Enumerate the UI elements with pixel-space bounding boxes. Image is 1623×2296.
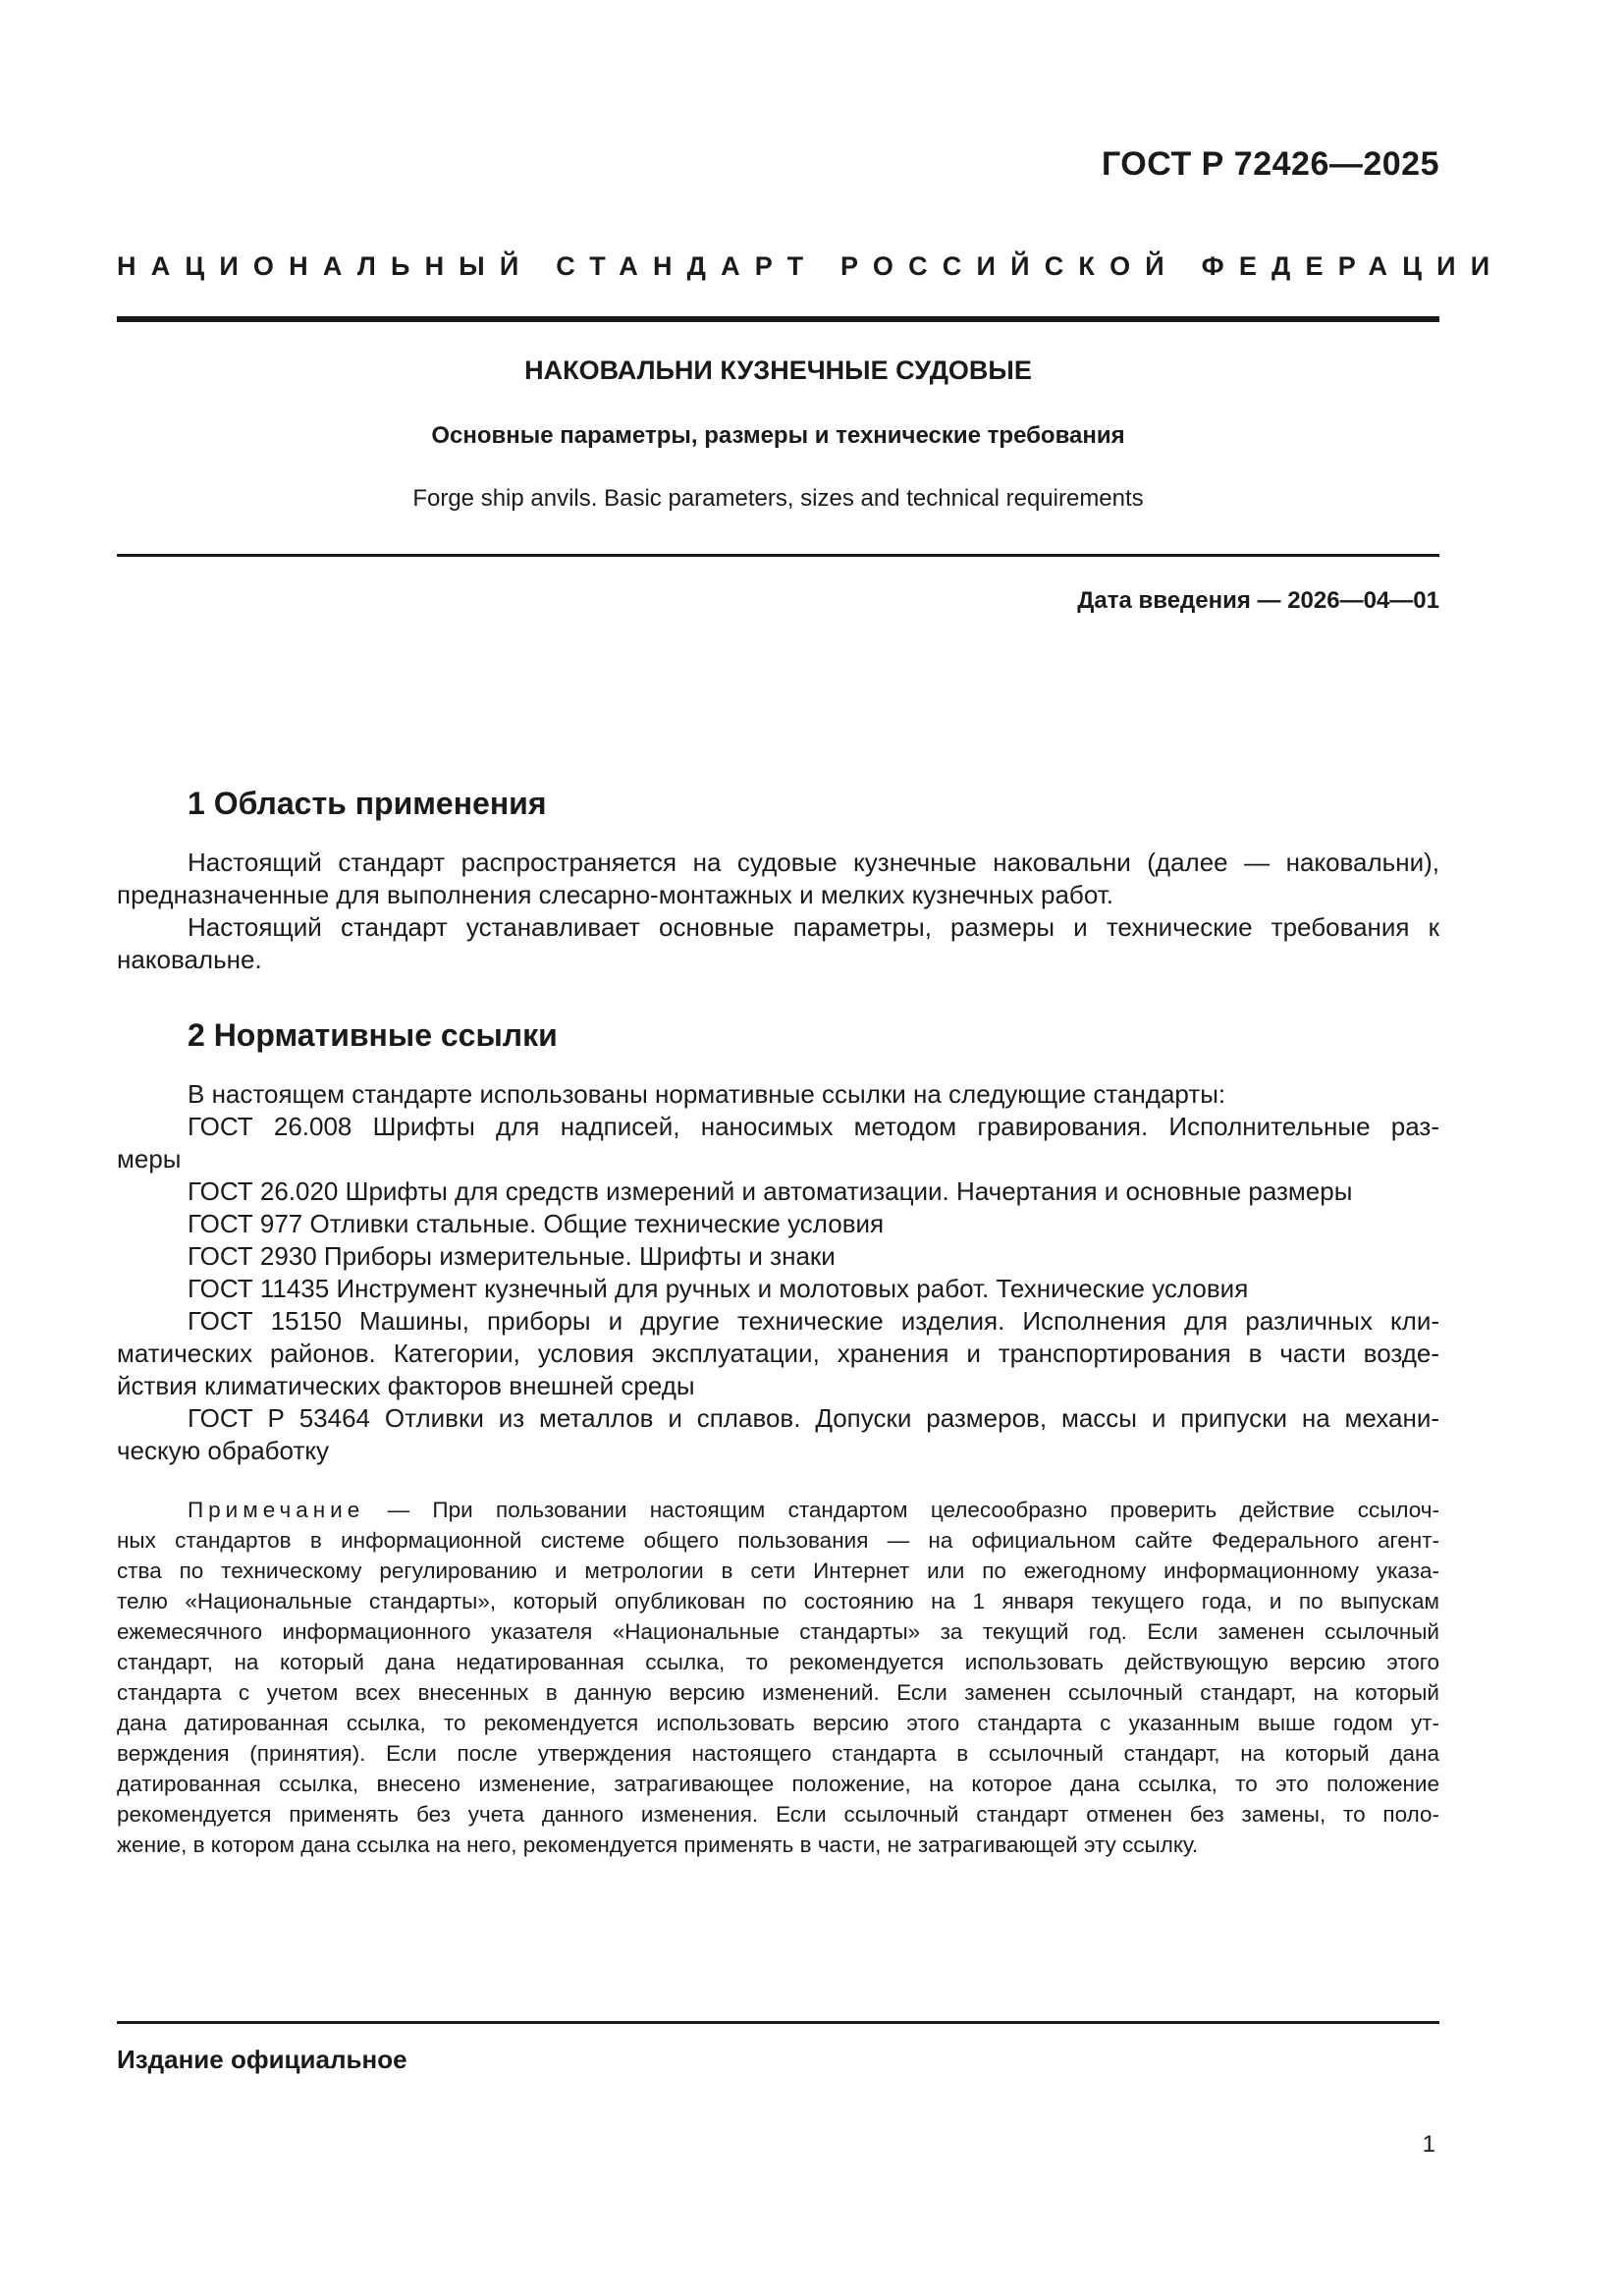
reference-item: ГОСТ Р 53464 Отливки из металлов и сплавов. Допуски размеров, массы и припуски на механи- (188, 1403, 1439, 1433)
reference-item-continued: ческую обработку (117, 1436, 330, 1465)
standard-title: НАКОВАЛЬНИ КУЗНЕЧНЫЕ СУДОВЫЕ (524, 355, 1032, 385)
reference-item: ГОСТ 977 Отливки стальные. Общие технические условия (188, 1209, 885, 1238)
reference-item: ГОСТ 15150 Машины, приборы и другие технические изделия. Исполнения для различных кли- (188, 1306, 1439, 1336)
text-line: жение, в котором дана ссылка на него, рекомендуется применять в части, не затрагивающей эту ссылку. (117, 1832, 1199, 1857)
official-edition-label: Издание официальное (117, 2045, 407, 2074)
text-line: телю «Национальные стандарты», который опубликован по состоянию на 1 января текущего года, и по выпускам (117, 1589, 1439, 1613)
section-2-references (117, 1078, 1439, 1467)
section-2-heading: 2 Нормативные ссылки (188, 1017, 558, 1053)
text-line: стандарта с учетом всех внесенных в данную версию изменений. Если заменен ссылочный стандарт, на который (117, 1680, 1439, 1705)
note-label: Примечание (188, 1498, 365, 1522)
references-intro: В настоящем стандарте использованы нормативные ссылки на следующие стандарты: (188, 1079, 1226, 1109)
section-1-heading: 1 Область применения (188, 786, 547, 821)
text-line: предназначенные для выполнения слесарно-монтажных и мелких кузнечных работ. (117, 880, 1113, 909)
document-number: ГОСТ Р 72426—2025 (1101, 145, 1439, 183)
standard-english-title: Forge ship anvils. Basic parameters, sizes and technical requirements (412, 485, 1144, 512)
document-page (117, 0, 1505, 2296)
header-rule (117, 316, 1439, 322)
reference-item: ГОСТ 2930 Приборы измерительные. Шрифты и знаки (188, 1241, 836, 1271)
text-line: верждения (принятия). Если после утверждения настоящего стандарта в ссылочный стандарт, на который дана (117, 1741, 1439, 1766)
section-1-paragraph-1 (117, 847, 1439, 911)
reference-item: ГОСТ 11435 Инструмент кузнечный для ручных и молотовых работ. Технические условия (188, 1274, 1249, 1303)
reference-item: ГОСТ 26.020 Шрифты для средств измерений и автоматизации. Начертания и основные размеры (188, 1176, 1353, 1206)
text-line: ежемесячного информационного указателя «Национальные стандарты» за текущий год. Если заменен ссылочный (117, 1619, 1439, 1644)
text-line: наковальне. (117, 945, 262, 974)
reference-item: ГОСТ 26.008 Шрифты для надписей, наносимых методом гравирования. Исполнительные раз- (188, 1112, 1439, 1141)
text-line: дана датированная ссылка, то рекомендуется использовать версию этого стандарта с указанным выше годом ут- (117, 1711, 1439, 1735)
title-rule (117, 554, 1439, 557)
reference-item-continued: матических районов. Категории, условия эксплуатации, хранения и транспортирования в части возде- (117, 1339, 1439, 1368)
text-line: ных стандартов в информационной системе общего пользования — на официальном сайте Федерального агент- (117, 1528, 1439, 1553)
national-standard-title: НАЦИОНАЛЬНЫЙ СТАНДАРТ РОССИЙСКОЙ ФЕДЕРАЦИИ (117, 251, 1505, 281)
note-block (117, 1495, 1439, 1860)
section-1-paragraph-2 (117, 911, 1439, 976)
text-line: датированная ссылка, внесено изменение, затрагивающее положение, на которое дана ссылка, то это положение (117, 1772, 1439, 1796)
text-line: Настоящий стандарт устанавливает основные параметры, размеры и технические требования к (188, 912, 1439, 942)
text-line: Настоящий стандарт распространяется на судовые кузнечные наковальни (далее — наковальни), (188, 847, 1439, 877)
footer-rule (117, 2021, 1439, 2024)
introduction-date: Дата введения — 2026—04—01 (1077, 587, 1439, 614)
text-line: ства по техническому регулированию и метрологии в сети Интернет или по ежегодному информационному указа- (117, 1558, 1439, 1583)
page-number: 1 (1422, 2131, 1435, 2158)
text-line: стандарт, на который дана недатированная ссылка, то рекомендуется использовать действующую версию этого (117, 1650, 1439, 1674)
reference-item-continued: меры (117, 1144, 182, 1174)
reference-item-continued: йствия климатических факторов внешней среды (117, 1371, 695, 1400)
standard-subtitle: Основные параметры, размеры и технические требования (431, 422, 1125, 449)
text-line: рекомендуется применять без учета данного изменения. Если ссылочный стандарт отменен без замены, то поло- (117, 1802, 1439, 1827)
text-line: — При пользовании настоящим стандартом целесообразно проверить действие ссылоч- (364, 1498, 1439, 1522)
